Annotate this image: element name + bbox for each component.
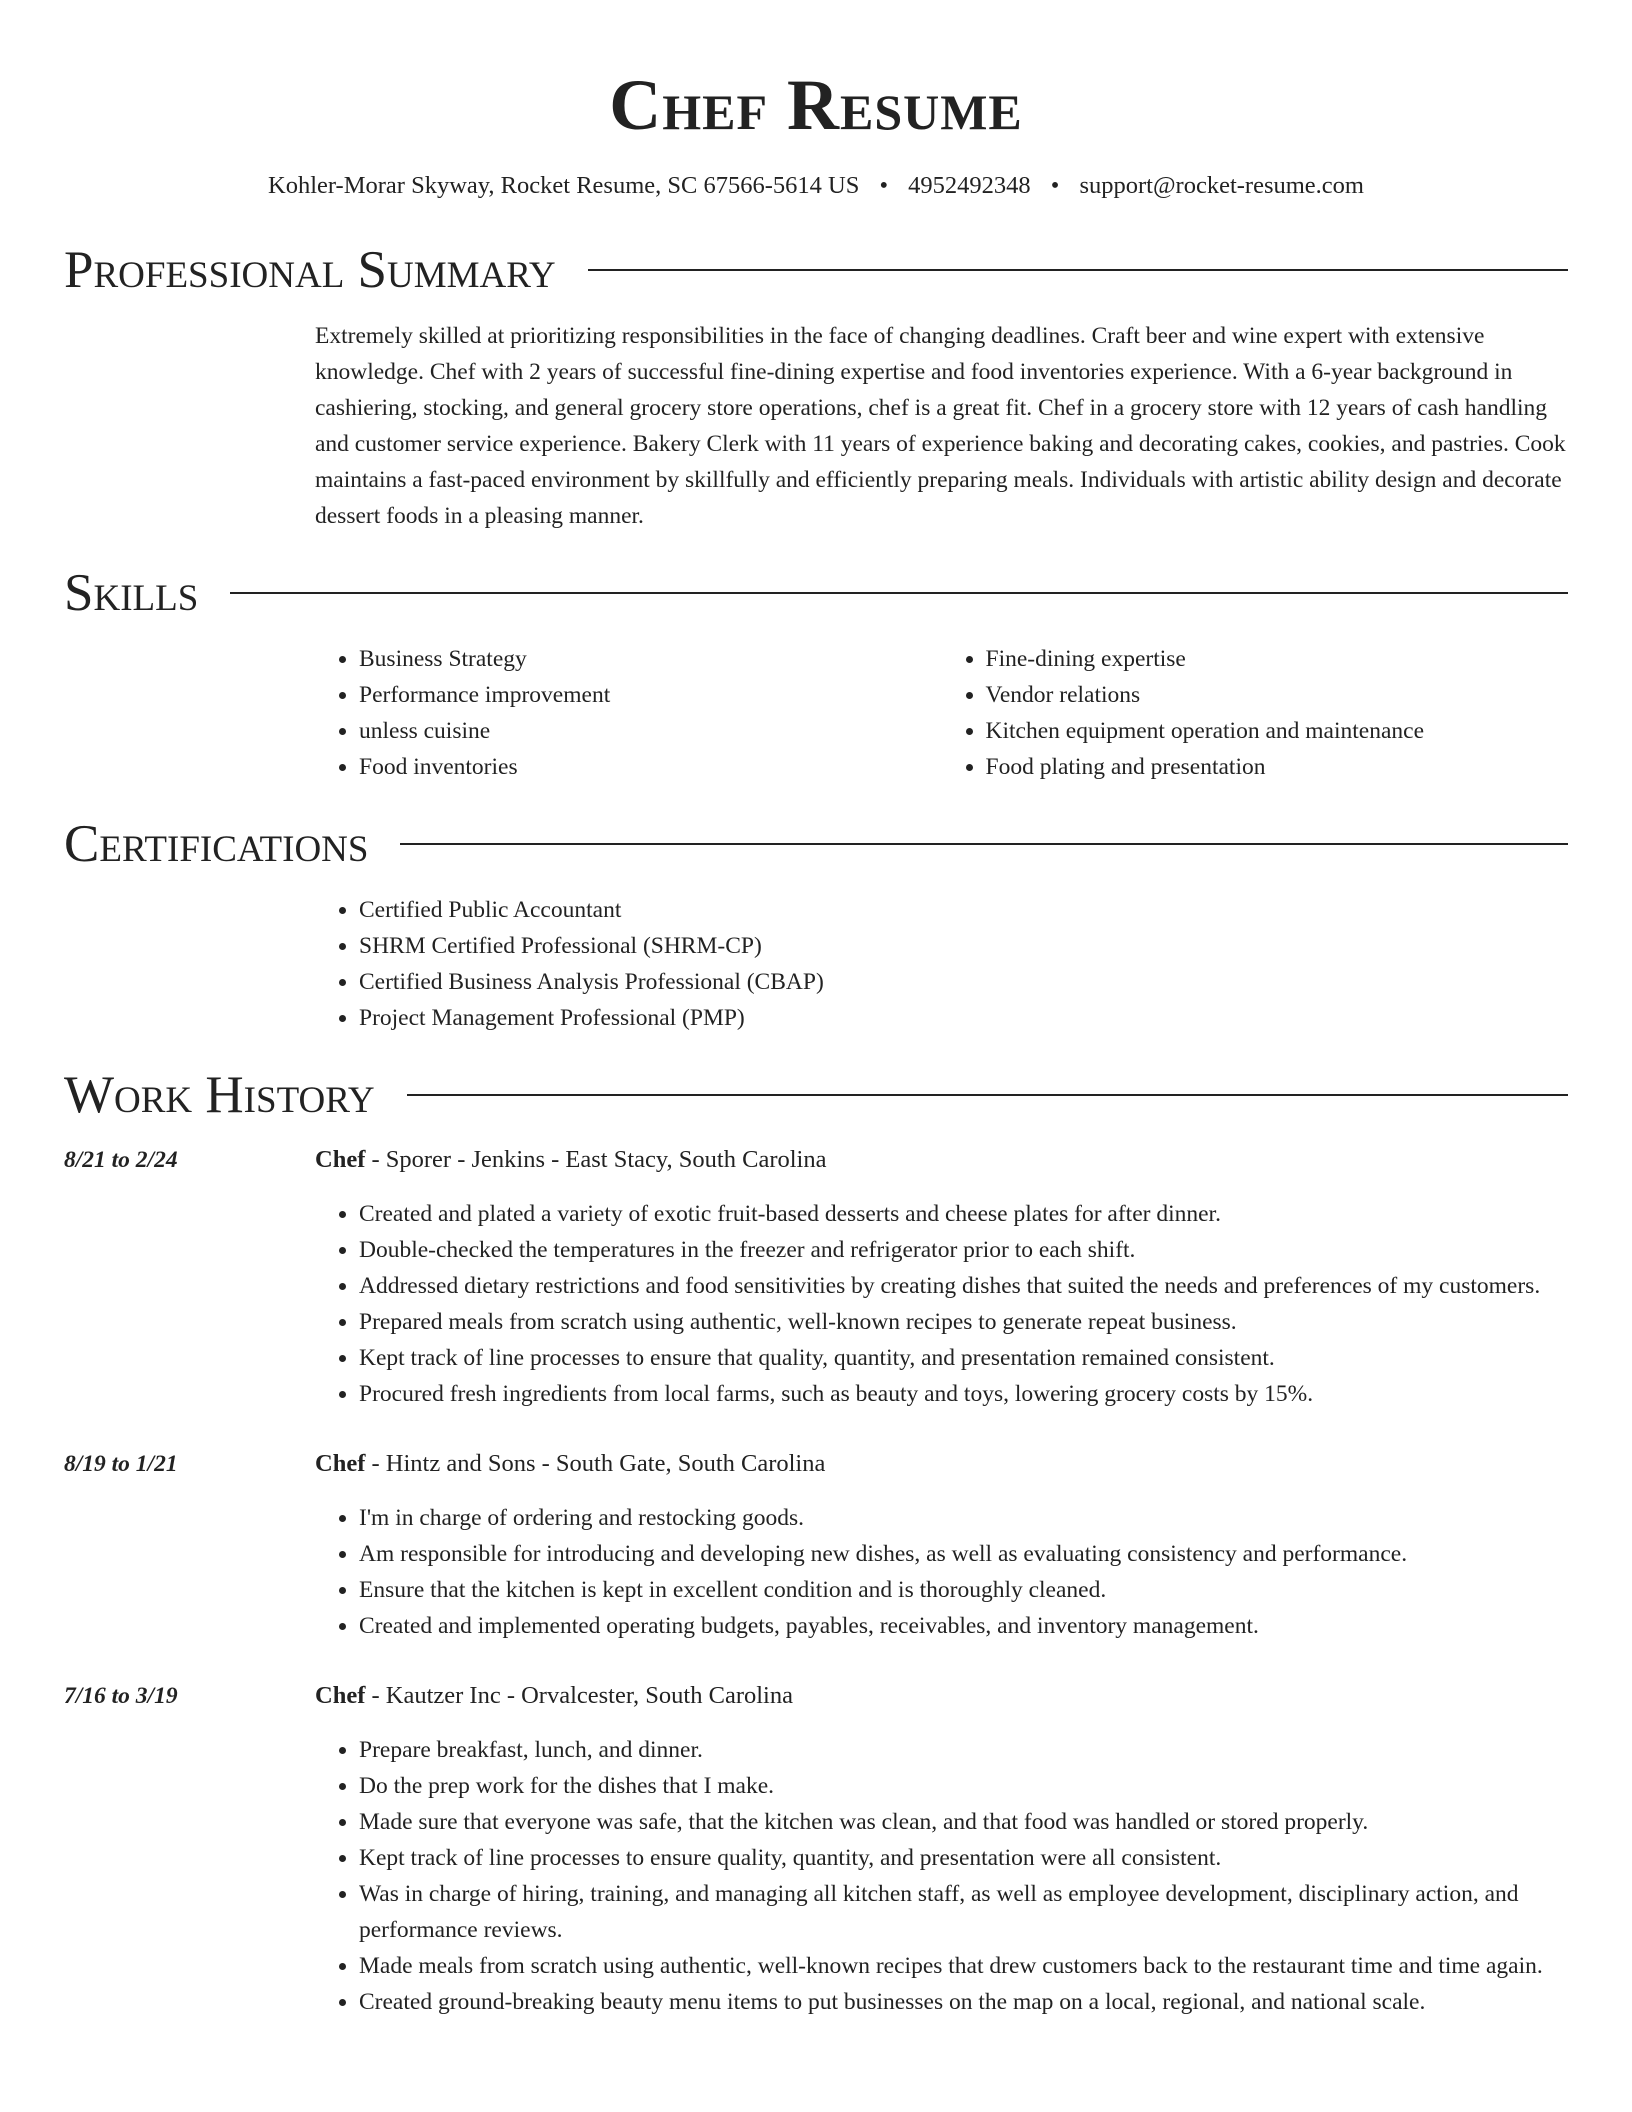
work-history-section-header (64, 1064, 1568, 1126)
certification-item: • SHRM Certified Professional (SHRM-CP) (359, 928, 1568, 964)
summary-text: Extremely skilled at prioritizing responsibilities in the face of changing deadlines. Craft beer and wine expert with extensive knowledge. Chef with 2 years of successful fine-dining expertise and food inventories experience. With a 6-year background in cashiering, stocking, and general grocery store operations, chef is a great fit. Chef in a grocery store with 12 years of cash handling and customer service experience. Bakery Clerk with 11 years of experience baking and decorating cakes, cookies, and pastries. Cook maintains a fast-paced environment by skillfully and efficiently preparing meals. Individuals with artistic ability design and decorate dessert foods in a pleasing manner. (315, 323, 1566, 529)
contact-phone: 4952492348 (908, 172, 1031, 199)
job-duty: • Ensure that the kitchen is kept in excellent condition and is thoroughly cleaned. (359, 1572, 1568, 1608)
job-duties (315, 1732, 1568, 2020)
summary-section-header (64, 239, 1568, 301)
job-duty: • Created and implemented operating budgets, payables, receivables, and inventory management. (359, 1608, 1568, 1644)
job-dates: 8/21 to 2/24 (64, 1147, 178, 1173)
certification-item: • Certified Business Analysis Professional (CBAP) (359, 964, 1568, 1000)
skill-item: • Food plating and presentation (986, 749, 1569, 785)
certifications-section-header (64, 813, 1568, 875)
job-duty: • Double-checked the temperatures in the freezer and refrigerator prior to each shift. (359, 1232, 1568, 1268)
job-duty: • Kept track of line processes to ensure quality, quantity, and presentation were all consistent. (359, 1840, 1568, 1876)
job-duty: • Addressed dietary restrictions and food sensitivities by creating dishes that suited the needs and preferences of my customers. (359, 1268, 1568, 1304)
skills-section-header (64, 562, 1568, 624)
certifications-list (315, 892, 1568, 1036)
skill-item: • Vendor relations (986, 677, 1569, 713)
job-duty: • Prepare breakfast, lunch, and dinner. (359, 1732, 1568, 1768)
skill-item: • Fine-dining expertise (986, 641, 1569, 677)
contact-address: Kohler-Morar Skyway, Rocket Resume, SC 67566-5614 US (268, 172, 860, 199)
job-title: Chef (315, 1450, 366, 1477)
job-duty: • Created ground-breaking beauty menu items to put businesses on the map on a local, regional, and national scale. (359, 1984, 1568, 2020)
resume-title: Chef Resume (609, 65, 1023, 145)
job-duty: • Made meals from scratch using authentic, well-known recipes that drew customers back to the restaurant time and time again. (359, 1948, 1568, 1984)
job-entry (64, 1142, 1568, 1412)
contact-line (64, 169, 1568, 203)
job-role (315, 1678, 1568, 1714)
job-duty: • Do the prep work for the dishes that I make. (359, 1768, 1568, 1804)
job-employer: - Kautzer Inc - Orvalcester, South Carolina (365, 1682, 793, 1709)
job-entry (64, 1446, 1568, 1644)
job-duty: • Made sure that everyone was safe, that the kitchen was clean, and that food was handled or stored properly. (359, 1804, 1568, 1840)
skill-item: • unless cuisine (359, 713, 942, 749)
contact-email: support@rocket-resume.com (1079, 172, 1364, 199)
job-duty: • Prepared meals from scratch using authentic, well-known recipes to generate repeat business. (359, 1304, 1568, 1340)
skills-list (315, 641, 1568, 785)
work-history-heading: Work History (64, 1066, 375, 1124)
contact-separator: • (1050, 172, 1060, 199)
job-dates: 7/16 to 3/19 (64, 1683, 178, 1709)
certifications-heading: Certifications (64, 815, 369, 873)
skill-item: • Food inventories (359, 749, 942, 785)
job-duty: • Created and plated a variety of exotic fruit-based desserts and cheese plates for after dinner. (359, 1196, 1568, 1232)
certification-item: • Certified Public Accountant (359, 892, 1568, 928)
job-duty: • Kept track of line processes to ensure that quality, quantity, and presentation remained consistent. (359, 1340, 1568, 1376)
job-duty: • I'm in charge of ordering and restocking goods. (359, 1500, 1568, 1536)
job-duty: • Am responsible for introducing and developing new dishes, as well as evaluating consistency and performance. (359, 1536, 1568, 1572)
job-employer: - Hintz and Sons - South Gate, South Carolina (365, 1450, 826, 1477)
job-entry (64, 1678, 1568, 2020)
job-role (315, 1446, 1568, 1482)
contact-separator: • (879, 172, 889, 199)
section-divider (230, 592, 1568, 594)
skill-item: • Kitchen equipment operation and maintenance (986, 713, 1569, 749)
skills-heading: Skills (64, 564, 199, 622)
job-role (315, 1142, 1568, 1178)
job-title: Chef (315, 1682, 366, 1709)
skills-column-left (315, 641, 942, 785)
job-duty: • Was in charge of hiring, training, and managing all kitchen staff, as well as employee development, disciplinary action, and performance reviews. (359, 1876, 1568, 1948)
resume-page (64, 0, 1568, 2020)
section-divider (400, 843, 1568, 845)
job-dates: 8/19 to 1/21 (64, 1451, 178, 1477)
job-title: Chef (315, 1146, 366, 1173)
skill-item: • Business Strategy (359, 641, 942, 677)
certification-item: • Project Management Professional (PMP) (359, 1000, 1568, 1036)
job-duty: • Procured fresh ingredients from local farms, such as beauty and toys, lowering grocery costs by 15%. (359, 1376, 1568, 1412)
job-duties (315, 1500, 1568, 1644)
job-employer: - Sporer - Jenkins - East Stacy, South Carolina (365, 1146, 827, 1173)
skill-item: • Performance improvement (359, 677, 942, 713)
section-divider (588, 269, 1568, 271)
skills-column-right (942, 641, 1569, 785)
summary-heading: Professional Summary (64, 241, 556, 299)
section-divider (407, 1094, 1568, 1096)
job-duties (315, 1196, 1568, 1412)
